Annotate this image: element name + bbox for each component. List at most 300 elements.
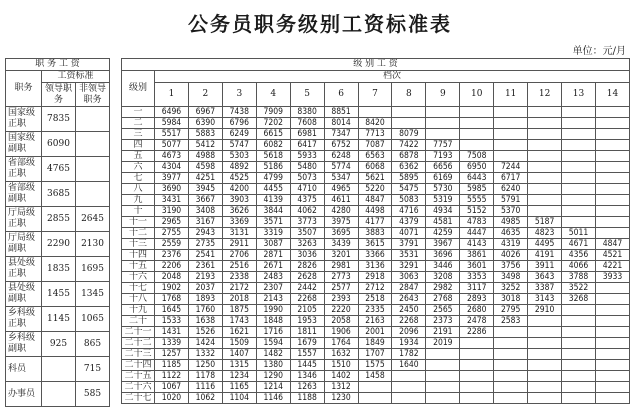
grade-header-7: 7 [358,83,392,107]
salary-cell: 3788 [562,272,596,283]
salary-cell: 7757 [426,140,460,151]
salary-cell: 1893 [188,294,222,305]
salary-cell: 1575 [358,360,392,371]
salary-cell [562,140,596,151]
salary-cell: 3861 [460,250,494,261]
salary-cell: 1445 [290,360,324,371]
salary-cell: 6981 [290,129,324,140]
salary-cell [460,140,494,151]
salary-cell: 2577 [324,283,358,294]
leader-salary-cell: 1835 [42,257,76,282]
level-row [122,349,630,360]
salary-cell: 2712 [358,283,392,294]
position-row [6,157,110,182]
salary-cell: 3408 [188,206,222,217]
position-cell: 省部级副职 [6,182,42,207]
salary-cell: 1407 [222,349,256,360]
level-salary-header: 级 别 工 资 [122,59,630,71]
level-row [122,162,630,173]
salary-cell [595,327,629,338]
position-cell: 厅局级正职 [6,207,42,232]
level-cell: 十五 [122,261,155,272]
salary-cell: 3615 [358,239,392,250]
nonleader-column-header: 非领导职务 [76,83,110,107]
salary-cell [460,349,494,360]
salary-cell: 3507 [290,228,324,239]
salary-cell [595,206,629,217]
salary-cell [358,107,392,118]
salary-cell: 1178 [188,371,222,382]
salary-cell: 2018 [222,294,256,305]
grade-header-11: 11 [494,83,528,107]
salary-cell: 1214 [256,382,290,393]
salary-cell: 2541 [188,250,222,261]
salary-cell: 5077 [155,140,189,151]
salary-cell: 2268 [290,294,324,305]
salary-cell [595,184,629,195]
salary-cell [595,173,629,184]
salary-cell: 4965 [324,184,358,195]
salary-cell [528,151,562,162]
salary-cell: 3498 [494,272,528,283]
salary-cell [562,360,596,371]
salary-cell: 6240 [494,184,528,195]
nonleader-salary-cell: 585 [76,382,110,407]
salary-cell: 8851 [324,107,358,118]
salary-cell: 6362 [392,162,426,173]
salary-cell: 1312 [324,382,358,393]
grade-header-1: 1 [155,83,189,107]
salary-cell: 2559 [155,239,189,250]
salary-cell [528,382,562,393]
position-cell: 厅局级副职 [6,232,42,257]
salary-cell [562,338,596,349]
salary-cell: 7244 [494,162,528,173]
salary-cell: 2565 [426,305,460,316]
salary-cell: 1250 [188,360,222,371]
salary-cell [494,140,528,151]
salary-cell: 1902 [155,283,189,294]
grade-header-9: 9 [426,83,460,107]
salary-cell: 4847 [595,239,629,250]
salary-cell [595,316,629,327]
salary-cell [562,327,596,338]
salary-cell [528,338,562,349]
salary-cell: 4823 [528,228,562,239]
salary-cell: 4062 [290,206,324,217]
level-cell: 二十六 [122,382,155,393]
grade-header-12: 12 [528,83,562,107]
salary-cell: 7608 [290,118,324,129]
level-cell: 十八 [122,294,155,305]
salary-cell: 3667 [188,195,222,206]
salary-cell: 6717 [494,173,528,184]
salary-cell: 5984 [155,118,189,129]
salary-cell: 7909 [256,107,290,118]
standard-column-header: 工资标准 [42,71,110,83]
salary-cell: 5370 [494,206,528,217]
unit-label: 单位：元/月 [572,46,626,57]
salary-cell: 1594 [256,338,290,349]
salary-cell: 1638 [188,316,222,327]
level-cell: 八 [122,184,155,195]
salary-cell [494,129,528,140]
salary-cell: 1811 [290,327,324,338]
salary-cell: 6878 [392,151,426,162]
salary-cell: 2795 [494,305,528,316]
salary-cell: 5933 [290,151,324,162]
salary-cell: 1122 [155,371,189,382]
salary-cell [494,338,528,349]
level-cell: 六 [122,162,155,173]
salary-cell: 4280 [324,206,358,217]
salary-cell: 1760 [188,305,222,316]
salary-cell: 3695 [324,228,358,239]
salary-cell: 4304 [155,162,189,173]
salary-cell: 1230 [324,393,358,404]
salary-cell: 1716 [256,327,290,338]
salary-cell: 7347 [324,129,358,140]
salary-cell: 2193 [188,272,222,283]
salary-cell: 5303 [222,151,256,162]
salary-cell: 2105 [290,305,324,316]
salary-cell: 3291 [392,261,426,272]
salary-cell: 1315 [222,360,256,371]
salary-cell: 2965 [155,217,189,228]
salary-cell: 3522 [562,283,596,294]
salary-cell: 7202 [256,118,290,129]
salary-cell [528,129,562,140]
salary-cell: 4581 [426,217,460,228]
salary-cell: 3387 [528,283,562,294]
grade-header-14: 14 [595,83,629,107]
salary-cell: 2376 [155,250,189,261]
position-column-header: 职务 [6,71,42,107]
salary-cell: 2773 [324,272,358,283]
salary-cell: 2735 [188,239,222,250]
salary-cell: 6249 [222,129,256,140]
position-salary-header: 职 务 工 资 [6,59,110,71]
level-cell: 二 [122,118,155,129]
salary-cell: 4498 [358,206,392,217]
salary-cell [595,228,629,239]
salary-cell: 1458 [358,371,392,382]
level-cell: 三 [122,129,155,140]
salary-cell: 4356 [562,250,596,261]
salary-cell [426,371,460,382]
leader-salary-cell: 6090 [42,132,76,157]
salary-cell [595,349,629,360]
salary-cell: 5011 [562,228,596,239]
position-row [6,182,110,207]
salary-cell: 3773 [290,217,324,228]
salary-cell [528,327,562,338]
salary-cell: 4375 [290,195,324,206]
salary-cell: 1848 [256,316,290,327]
salary-cell: 2172 [222,283,256,294]
leader-salary-cell: 7835 [42,107,76,132]
salary-cell: 1332 [188,349,222,360]
salary-cell: 3571 [256,217,290,228]
salary-cell: 3690 [155,184,189,195]
level-cell: 十四 [122,250,155,261]
position-cell: 国家级副职 [6,132,42,157]
salary-cell: 2583 [494,316,528,327]
salary-cell: 2001 [358,327,392,338]
salary-cell: 5475 [392,184,426,195]
salary-cell: 3353 [460,272,494,283]
salary-cell [595,140,629,151]
position-row [6,332,110,357]
salary-cell [460,338,494,349]
salary-cell: 1707 [358,349,392,360]
salary-cell [562,184,596,195]
salary-cell [562,371,596,382]
salary-cell: 2143 [256,294,290,305]
salary-cell: 1431 [155,327,189,338]
position-cell: 科员 [6,357,42,382]
position-cell: 办事员 [6,382,42,407]
salary-cell: 1621 [222,327,256,338]
salary-cell: 5152 [460,206,494,217]
salary-cell: 3945 [188,184,222,195]
level-row [122,338,630,349]
nonleader-salary-cell [76,157,110,182]
salary-cell: 1849 [358,338,392,349]
level-cell: 十三 [122,239,155,250]
salary-cell: 1339 [155,338,189,349]
nonleader-salary-cell: 2645 [76,207,110,232]
salary-cell: 2628 [290,272,324,283]
level-cell: 十二 [122,228,155,239]
level-row [122,371,630,382]
level-cell: 十六 [122,272,155,283]
salary-cell: 1104 [222,393,256,404]
leader-salary-cell: 1455 [42,282,76,307]
grade-header-10: 10 [460,83,494,107]
salary-cell: 4259 [426,228,460,239]
position-row [6,132,110,157]
salary-cell: 5730 [426,184,460,195]
salary-cell: 8380 [290,107,324,118]
level-cell: 七 [122,173,155,184]
salary-cell [426,382,460,393]
salary-cell: 7508 [460,151,494,162]
level-row [122,140,630,151]
salary-cell: 3208 [426,272,460,283]
grade-header-4: 4 [256,83,290,107]
salary-cell: 6563 [358,151,392,162]
salary-cell: 1645 [155,305,189,316]
salary-cell: 5774 [324,162,358,173]
salary-cell [528,140,562,151]
salary-cell [528,206,562,217]
salary-cell: 5791 [494,195,528,206]
salary-cell: 2393 [324,294,358,305]
salary-cell: 1146 [256,393,290,404]
salary-cell: 3201 [324,250,358,261]
salary-cell [426,349,460,360]
nonleader-salary-cell: 2130 [76,232,110,257]
position-cell: 县处级正职 [6,257,42,282]
nonleader-salary-cell: 1065 [76,307,110,332]
salary-cell: 6615 [256,129,290,140]
salary-cell: 3063 [392,272,426,283]
salary-cell: 1402 [324,371,358,382]
salary-cell [595,371,629,382]
level-row [122,250,630,261]
salary-cell [494,118,528,129]
salary-cell [562,151,596,162]
position-row [6,357,110,382]
salary-cell: 1632 [324,349,358,360]
nonleader-salary-cell: 715 [76,357,110,382]
salary-cell: 1526 [188,327,222,338]
salary-cell: 2338 [222,272,256,283]
salary-cell: 1188 [290,393,324,404]
level-row [122,173,630,184]
level-cell: 十一 [122,217,155,228]
salary-cell: 3933 [595,272,629,283]
salary-cell: 2911 [222,239,256,250]
salary-cell [562,217,596,228]
grade-header-2: 2 [188,83,222,107]
salary-cell: 3369 [222,217,256,228]
salary-cell: 2680 [460,305,494,316]
salary-cell: 6496 [155,107,189,118]
salary-cell: 1234 [222,371,256,382]
salary-cell: 3883 [358,228,392,239]
level-row [122,195,630,206]
salary-cell [562,162,596,173]
salary-cell [426,360,460,371]
salary-cell: 1743 [222,316,256,327]
position-row [6,207,110,232]
salary-cell [460,360,494,371]
level-cell: 二十五 [122,371,155,382]
salary-cell: 1533 [155,316,189,327]
salary-cell: 4319 [494,239,528,250]
salary-cell: 4598 [188,162,222,173]
salary-cell: 3791 [392,239,426,250]
level-row [122,129,630,140]
salary-cell: 4635 [494,228,528,239]
salary-cell: 4783 [460,217,494,228]
salary-cell: 4071 [392,228,426,239]
salary-cell: 3268 [562,294,596,305]
salary-cell: 8014 [324,118,358,129]
level-cell: 二十二 [122,338,155,349]
salary-cell: 1640 [392,360,426,371]
salary-cell [528,371,562,382]
salary-cell [595,217,629,228]
level-row [122,294,630,305]
salary-cell [562,107,596,118]
position-cell: 县处级副职 [6,282,42,307]
salary-cell [528,316,562,327]
salary-cell [595,151,629,162]
level-row [122,118,630,129]
salary-cell: 2982 [426,283,460,294]
salary-cell: 2373 [426,316,460,327]
salary-cell: 2516 [222,261,256,272]
salary-cell: 2847 [392,283,426,294]
salary-cell: 1062 [188,393,222,404]
salary-cell: 2268 [392,316,426,327]
salary-cell: 1116 [188,382,222,393]
salary-cell: 2450 [392,305,426,316]
salary-cell: 2893 [460,294,494,305]
salary-cell: 2483 [256,272,290,283]
level-cell: 二十三 [122,349,155,360]
salary-cell [562,129,596,140]
position-row [6,107,110,132]
salary-cell: 2755 [155,228,189,239]
salary-cell: 4934 [426,206,460,217]
salary-cell: 3252 [494,283,528,294]
salary-cell [460,118,494,129]
salary-cell [595,305,629,316]
salary-cell: 1764 [324,338,358,349]
salary-cell: 3601 [460,261,494,272]
salary-cell [562,173,596,184]
salary-cell: 1263 [290,382,324,393]
salary-cell: 3531 [392,250,426,261]
position-row [6,282,110,307]
salary-cell: 3626 [222,206,256,217]
salary-cell: 1020 [155,393,189,404]
salary-cell [426,107,460,118]
salary-cell [595,338,629,349]
salary-cell [494,151,528,162]
leader-salary-cell: 3685 [42,182,76,207]
salary-cell: 2910 [528,305,562,316]
salary-cell: 5412 [188,140,222,151]
salary-cell: 5895 [392,173,426,184]
salary-cell: 3117 [460,283,494,294]
salary-cell: 1953 [290,316,324,327]
salary-cell: 5347 [324,173,358,184]
salary-cell: 2518 [358,294,392,305]
salary-cell: 4847 [358,195,392,206]
page-title: 公务员职务级别工资标准表 [188,12,452,36]
leader-salary-cell [42,382,76,407]
salary-cell: 4495 [528,239,562,250]
salary-cell [392,393,426,404]
salary-cell: 4710 [290,184,324,195]
salary-cell [562,316,596,327]
level-row [122,206,630,217]
salary-cell: 3087 [256,239,290,250]
position-cell: 乡科级副职 [6,332,42,357]
level-cell: 二十一 [122,327,155,338]
level-row [122,305,630,316]
level-row [122,283,630,294]
salary-cell: 2058 [324,316,358,327]
salary-cell [562,393,596,404]
salary-cell: 4892 [222,162,256,173]
salary-cell [528,118,562,129]
salary-cell: 4455 [256,184,290,195]
salary-cell: 4799 [256,173,290,184]
salary-cell: 3643 [528,272,562,283]
salary-cell: 2048 [155,272,189,283]
level-row [122,360,630,371]
salary-cell [494,349,528,360]
salary-cell: 3136 [358,261,392,272]
salary-cell [528,349,562,360]
salary-cell [595,294,629,305]
